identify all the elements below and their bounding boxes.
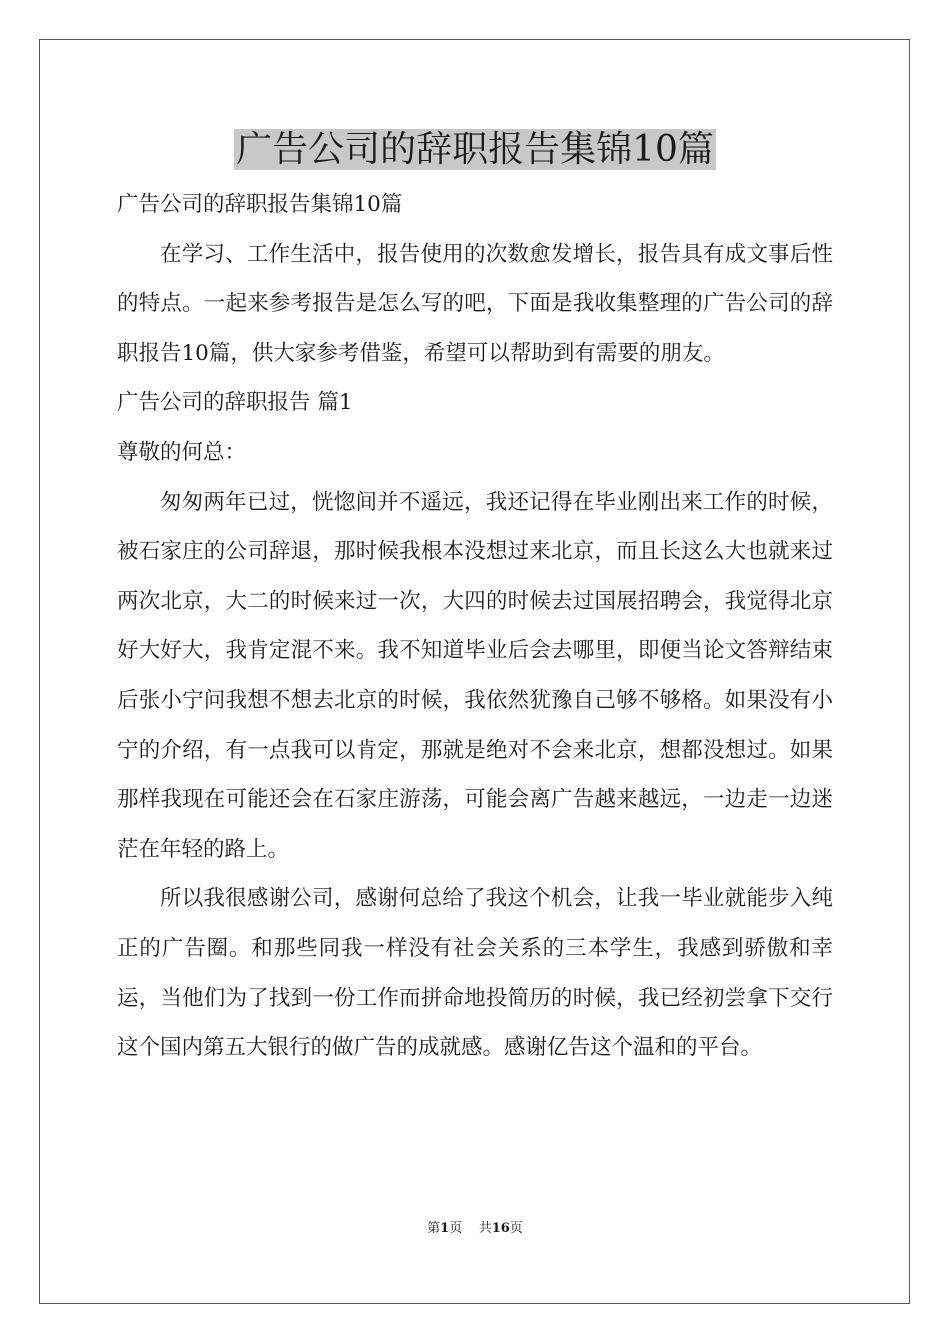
total-prefix: 共 bbox=[478, 1221, 492, 1236]
subtitle-paragraph: 广告公司的辞职报告集锦10篇 bbox=[117, 192, 403, 217]
document-title-text: 广告公司的辞职报告集锦10篇 bbox=[236, 129, 714, 170]
page-current: 1 bbox=[440, 1221, 450, 1236]
page-prefix: 第 bbox=[427, 1221, 441, 1236]
page-total: 16 bbox=[491, 1221, 510, 1236]
intro-paragraph: 在学习、工作生活中，报告使用的次数愈发增长，报告具有成文事后性的特点。一起来参考报告是怎么写的吧，下面是我收集整理的广告公司的辞职报告10篇，供大家参考借鉴，希望可以帮助到有需要的朋友。 bbox=[117, 241, 833, 366]
body-paragraph: 匆匆两年已过，恍惚间并不遥远，我还记得在毕业刚出来工作的时候，被石家庄的公司辞退，那时候我根本没想过来北京，而且长这么大也就来过两次北京，大二的时候来过一次，大四的时候去过国展招聘会，我觉得北京好大好大，我肯定混不来。我不知道毕业后会去哪里，即便当论文答辩结束后张小宁问我想不想去北京的时候，我依然犹豫自己够不够格。如果没有小宁的介绍，有一点我可以肯定，那就是绝对不会来北京，想都没想过。如果那样我现在可能还会在石家庄游荡，可能会离广告越来越远，一边走一边迷茫在年轻的路上。 bbox=[117, 489, 833, 862]
document-title bbox=[0, 128, 950, 172]
total-suffix: 页 bbox=[509, 1221, 523, 1236]
document-body bbox=[117, 180, 833, 1073]
page-suffix: 页 bbox=[449, 1221, 463, 1236]
salutation: 尊敬的何总： bbox=[117, 439, 247, 465]
page-footer bbox=[0, 1221, 950, 1237]
section-heading: 广告公司的辞职报告 篇1 bbox=[117, 390, 353, 416]
body-paragraph: 所以我很感谢公司，感谢何总给了我这个机会，让我一毕业就能步入纯正的广告圈。和那些同我一样没有社会关系的三本学生，我感到骄傲和幸运，当他们为了找到一份工作而拼命地投简历的时候，我已经初尝拿下交行这个国内第五大银行的做广告的成就感。感谢亿告这个温和的平台。 bbox=[117, 886, 833, 1061]
